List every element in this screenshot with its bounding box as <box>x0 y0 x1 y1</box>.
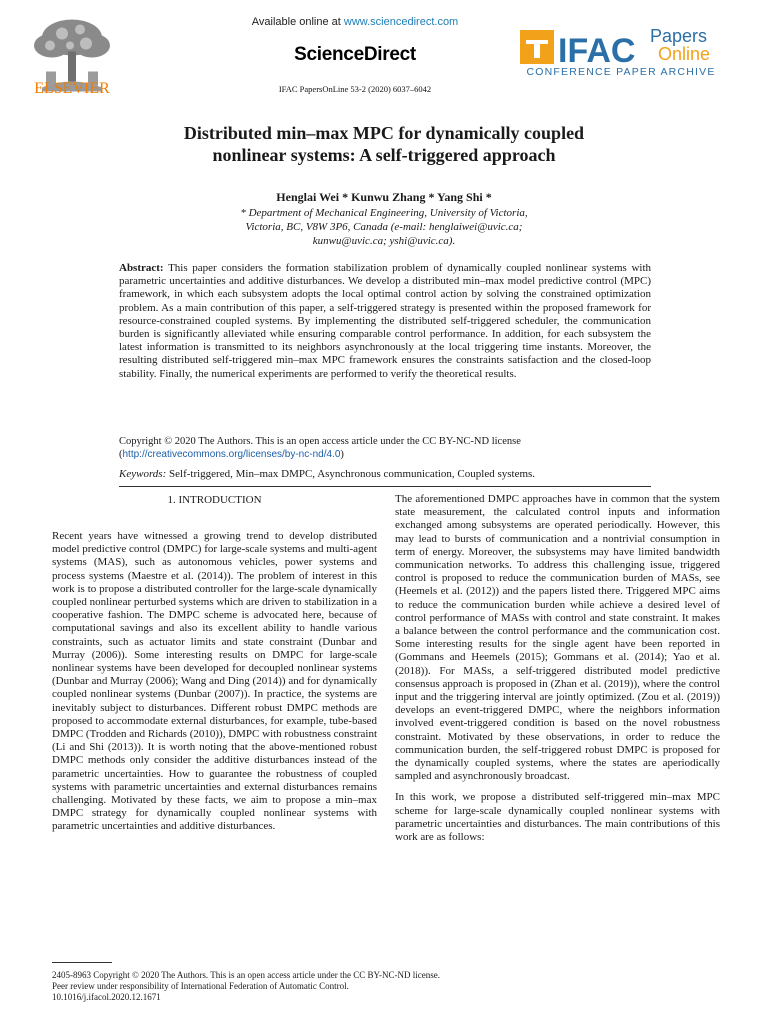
ifac-archive-tagline: CONFERENCE PAPER ARCHIVE <box>526 66 716 78</box>
abstract-label: Abstract: <box>119 262 164 274</box>
elsevier-wordmark: ELSEVIER <box>34 80 110 97</box>
abstract <box>119 262 651 381</box>
section-heading-introduction: 1. INTRODUCTION <box>167 494 262 506</box>
author-list: Henglai Wei * Kunwu Zhang * Yang Shi * <box>276 190 492 204</box>
available-prefix: Available online at <box>251 16 344 28</box>
keywords <box>119 468 651 480</box>
ifac-mark: IFAC <box>558 32 636 70</box>
footer-doi[interactable]: 10.1016/j.ifacol.2020.12.1671 <box>52 992 161 1002</box>
footer-copyright: 2405-8963 Copyright © 2020 The Authors. This is an open access article under the CC BY-NC-ND license. <box>52 970 440 980</box>
abstract-divider <box>119 486 651 487</box>
keywords-text: Self-triggered, Min–max DMPC, Asynchronous communication, Coupled systems. <box>169 468 536 480</box>
intro-paragraph-2: The aforementioned DMPC approaches have in common that the system state measurement, the calculated control inputs and information exchanged among subsystems are operated periodically. However, this may lead to bursts of communication and a nontrivial consumption in term of energy. Moreover, the subsystems may have limited bandwidth communication networks. To address this challenging issue, triggered control is proposed to reduce the communication burden of MASs, see (Heemels et al. (2012)) and the papers listed there. Triggered MPC aims to reduce the communication burden while achieve a desired level of control performance of MASs with control and state constraint. It makes a balance between the control performance and the communication cost. Some interesting results for the single agent have been reported in (Gommans and Heemels (2015); Gommans et al. (2014); Yao et al. (2018)). For MASs, a self-triggered distributed model predictive consensus approach is proposed in (Zhan et al. (2019)), where the control input and the triggering interval are jointly optimized. (Zou et al. (2019)) develops an event-triggered DMPC, where the neighbors information involved event-triggered condition is based on the novel robustness constraint. Motivated by these observations, in order to reduce the communication burden, the self-triggered robust DMPC is proposed for the dynamically coupled systems, where the states are aperiodically sampled and asynchronously broadcast. <box>395 493 720 783</box>
journal-citation: IFAC PapersOnLine 53-2 (2020) 6037–6042 <box>278 84 432 94</box>
sciencedirect-link[interactable]: www.sciencedirect.com <box>343 16 459 28</box>
available-online-line <box>190 16 520 28</box>
intro-paragraph-3: In this work, we propose a distributed self-triggered min–max MPC scheme for large-scale dynamically coupled nonlinear systems with parametric uncertainties and disturbances. The main contributions of this work are as follows: <box>395 791 720 844</box>
affiliation-line-2: Victoria, BC, V8W 3P6, Canada (e-mail: henglaiwei@uvic.ca; <box>245 221 523 233</box>
license-link[interactable]: http://creativecommons.org/licenses/by-nc-nd/4.0 <box>122 449 341 460</box>
author-affiliation <box>150 206 618 248</box>
abstract-text: This paper considers the formation stabilization problem of dynamically coupled nonlinear systems with parametric uncertainties and additive disturbances. We develop a distributed min–max model predictive control (MPC) framework, in which each subsystem adopts the local optimal control action by solving the constrained optimization problem. As a main contribution of this paper, a self-triggered strategy is presented within the proposed framework for resource-constrained coupled systems. By implementing the distributed self-triggered scheduler, the communication burden is significantly alleviated while ensuring comparable control performance. In addition, for each subsystem the latest information is transmitted to its neighbors asynchronously at the local triggering time instants. Moreover, the resulting distributed self-triggered min–max MPC framework ensures the constraints satisfaction and the closed-loop stability. Finally, the numerical experiments are performed to verify the theoretical results. <box>119 262 651 380</box>
copyright-text: Copyright © 2020 The Authors. This is an open access article under the CC BY-NC-ND license <box>119 436 521 447</box>
footer-peer-review: Peer review under responsibility of International Federation of Automatic Control. <box>52 981 349 991</box>
ifac-papers: Papers <box>650 26 708 46</box>
right-column <box>395 493 720 852</box>
affiliation-line-3: kunwu@uvic.ca; yshi@uvic.ca). <box>312 235 456 247</box>
affiliation-line-1: * Department of Mechanical Engineering, University of Victoria, <box>240 207 528 219</box>
footer-divider <box>52 962 112 963</box>
copyright-notice: Copyright © 2020 The Authors. This is an open access article under the CC BY-NC-ND license (http://creativecommons.org/licenses/by-nc-nd/4.0) <box>119 435 651 461</box>
page-footer <box>52 970 712 1003</box>
sciencedirect-wordmark: ScienceDirect <box>294 44 416 65</box>
ifac-online: Online <box>658 44 711 64</box>
intro-paragraph-1: Recent years have witnessed a growing trend to develop distributed model predictive control (DMPC) for large-scale systems and multi-agent systems (MAS), such as autonomous vehicles, power systems and process systems (Maestre et al. (2014)). The problem of interest in this work is to propose a distributed controller for the large-scale dynamically coupled nonlinear perturbed systems which are driven to stabilization in a cooperative fashion. The DMPC scheme is advocated here, because of computational savings and also its excellent ability to handle various constraints, such as actuator limits and state constraint (Dunbar and Murray (2006)). Some interesting results on DMPC for large-scale nonlinear systems have been developed for decoupled nonlinear systems (Dunbar and Murray (2006); Wang and Ding (2014)) and for dynamically coupled nonlinear systems (Dunbar (2007)). In practice, the systems are inevitably subject to disturbances. Different robust DMPC methods are proposed to accommodate external disturbances, for example, tube-based DMPC (Trodden and Richards (2010)), DMPC with robustness constraint (Li and Shi (2013)). It is worth noting that the above-mentioned robust DMPC methods only consider the additive disturbances instead of the parametric uncertainties. How to guarantee the robustness of coupled systems with parametric uncertainties and external disturbances remains challenging. Motivated by these facts, we aim to propose a min–max DMPC strategy for dynamically coupled nonlinear systems with parametric uncertainties and additive disturbances. <box>52 530 378 833</box>
keywords-label: Keywords: <box>119 468 167 480</box>
left-column <box>52 530 377 842</box>
paper-title: Distributed min–max MPC for dynamically coupled nonlinear systems: A self-triggered approach <box>183 123 585 165</box>
